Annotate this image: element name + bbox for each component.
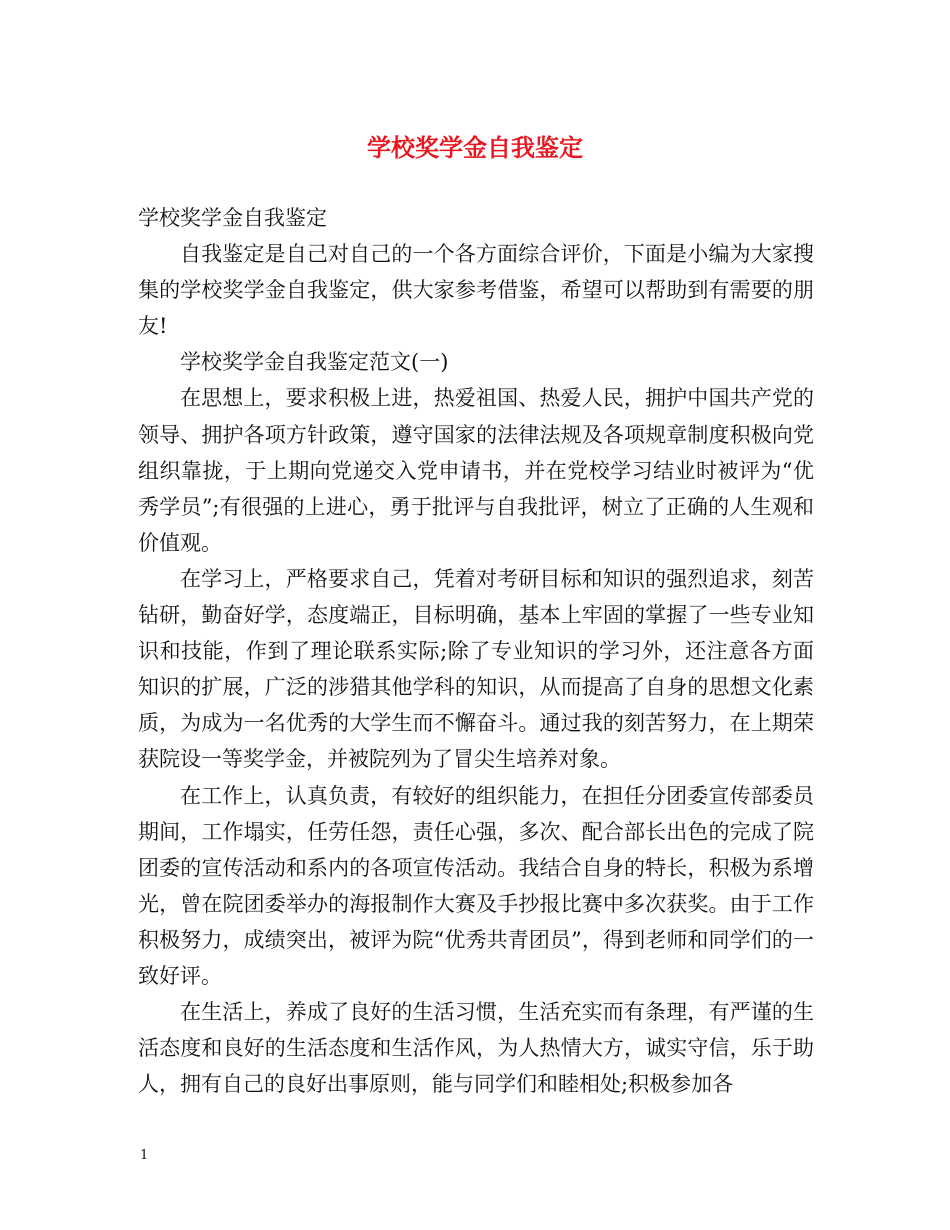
sample-heading: 学校奖学金自我鉴定范文(一) [180,350,449,375]
document-title: 学校奖学金自我鉴定 [367,133,583,162]
thought-paragraph: 在思想上，要求积极上进，热爱祖国、热爱人民，拥护中国共产党的领导、拥护各项方针政策，遵守国家的法律法规及各项规章制度积极向党组织靠拢，于上期向党递交入党申请书，并在党校学习结业时被评为“优秀学员”;有很强的上进心，勇于批评与自我批评，树立了正确的人生观和价值观。 [138,386,814,555]
intro-paragraph: 自我鉴定是自己对自己的一个各方面综合评价，下面是小编为大家搜集的学校奖学金自我鉴定，供大家参考借鉴，希望可以帮助到有需要的朋友! [138,242,814,339]
page-number: 1 [140,1148,149,1163]
study-paragraph: 在学习上，严格要求自己，凭着对考研目标和知识的强烈追求，刻苦钻研，勤奋好学，态度端正，目标明确，基本上牢固的掌握了一些专业知识和技能，作到了理论联系实际;除了专业知识的学习外，还注意各方面知识的扩展，广泛的涉猎其他学科的知识，从而提高了自身的思想文化素质，为成为一名优秀的大学生而不懈奋斗。通过我的刻苦努力，在上期荣获院设一等奖学金，并被院列为了冒尖生培养对象。 [138,566,814,772]
life-paragraph: 在生活上，养成了良好的生活习惯，生活充实而有条理，有严谨的生活态度和良好的生活态度和生活作风，为人热情大方，诚实守信，乐于助人，拥有自己的良好出事原则，能与同学们和睦相处;积极参加各 [138,1000,814,1097]
document-subheading: 学校奖学金自我鉴定 [138,206,327,230]
document-body [138,200,814,1102]
work-paragraph: 在工作上，认真负责，有较好的组织能力，在担任分团委宣传部委员期间，工作塌实，任劳任怨，责任心强，多次、配合部长出色的完成了院团委的宣传活动和系内的各项宣传活动。我结合自身的特长，积极为系增光，曾在院团委举办的海报制作大赛及手抄报比赛中多次获奖。由于工作积极努力，成绩突出，被评为院“优秀共青团员”，得到老师和同学们的一致好评。 [138,783,814,988]
